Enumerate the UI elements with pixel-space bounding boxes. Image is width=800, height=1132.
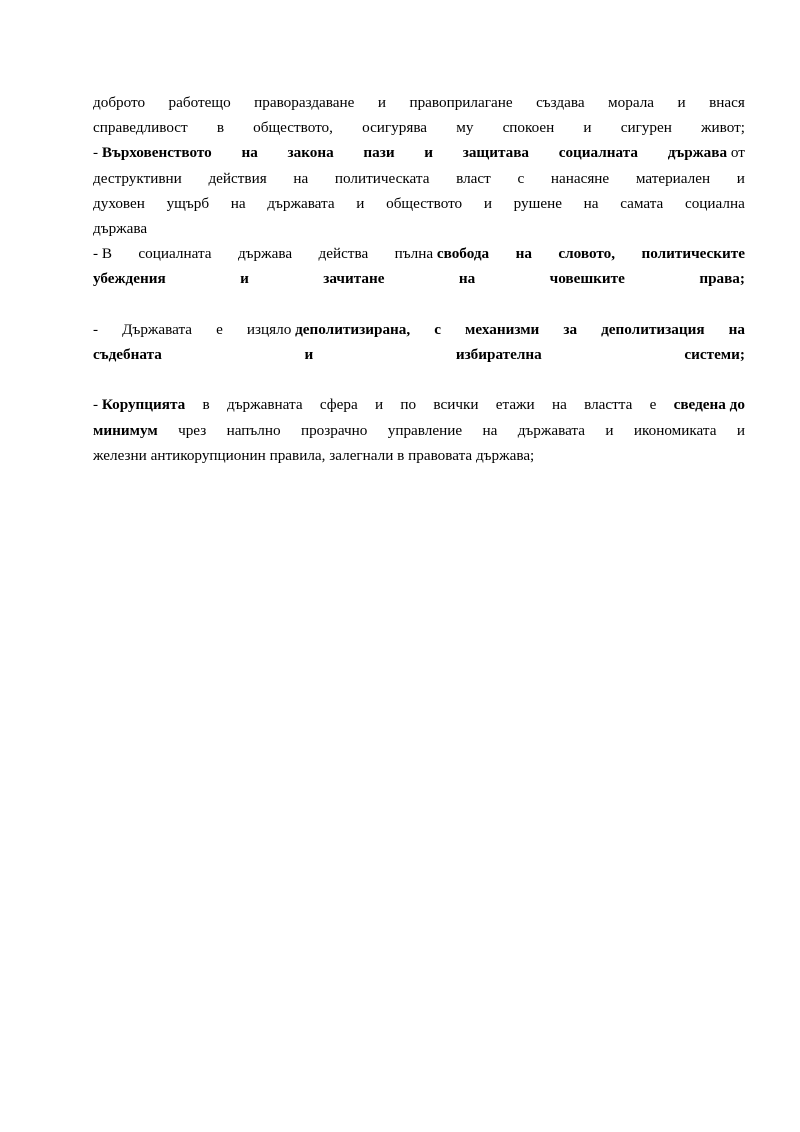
word: властта <box>584 396 633 414</box>
word: нанасяне <box>550 169 610 187</box>
word: Държавата <box>122 320 193 338</box>
word: - В <box>93 245 112 263</box>
word: изцяло <box>246 320 292 338</box>
text-line <box>93 241 745 266</box>
word: и <box>677 94 686 111</box>
word: и <box>483 194 492 212</box>
text-line <box>93 392 745 417</box>
word: на <box>293 169 309 187</box>
word: и <box>424 144 434 162</box>
word: и <box>736 169 745 187</box>
word: икономиката <box>633 421 717 439</box>
word: живот; <box>701 119 745 137</box>
word: деполитизирана, <box>295 320 411 338</box>
text-line <box>93 140 745 165</box>
word: по <box>400 396 417 414</box>
paragraph-1 <box>93 90 745 292</box>
word: напълно <box>226 421 281 439</box>
word: и <box>377 94 386 111</box>
word: сведена до <box>673 396 745 414</box>
word: на <box>583 194 599 212</box>
word: ущърб <box>166 194 210 212</box>
word: Върховенството <box>101 144 212 162</box>
word: справедливост <box>93 119 188 137</box>
word: Корупцията <box>101 396 186 414</box>
word: закона <box>287 144 334 162</box>
word: - <box>93 396 99 414</box>
word: социална <box>684 194 745 212</box>
word: рушене <box>513 194 562 212</box>
word: политическите <box>641 245 745 263</box>
word: и <box>240 270 249 288</box>
word: убеждения <box>93 270 166 288</box>
text-line <box>93 166 745 191</box>
word: пълна <box>394 245 434 263</box>
word: духовен <box>93 194 145 212</box>
word: и <box>583 119 592 137</box>
word: морала <box>608 94 655 111</box>
word: с <box>434 320 441 338</box>
word: деструктивни <box>93 169 182 187</box>
word: всички <box>433 396 479 414</box>
word: - <box>93 320 99 338</box>
word: самата <box>620 194 664 212</box>
word: с <box>517 169 525 187</box>
word: зачитане <box>323 270 385 288</box>
word: и <box>736 421 745 439</box>
text-line <box>93 342 745 367</box>
word: доброто <box>93 94 146 111</box>
word: социалната <box>138 245 212 263</box>
text-line <box>93 191 745 216</box>
text-line <box>93 90 745 115</box>
word: е <box>216 320 223 338</box>
word: спокоен <box>502 119 555 137</box>
word: действия <box>208 169 267 187</box>
word: на <box>482 421 498 439</box>
word: деполитизация <box>601 320 705 338</box>
word: съдебната <box>93 346 162 364</box>
text-line: железни антикорупционин правила, залегнали в правовата държава; <box>93 446 535 464</box>
paragraph-3 <box>93 392 745 468</box>
word: на <box>458 270 476 288</box>
word <box>668 140 745 165</box>
word: внася <box>709 94 745 111</box>
document-text-body <box>93 90 745 468</box>
word: - <box>93 144 99 162</box>
word: на <box>728 320 745 338</box>
word: и <box>356 194 365 212</box>
text-line <box>93 266 745 291</box>
word: държава <box>237 245 293 263</box>
word: държавната <box>226 396 303 414</box>
word: от <box>730 144 745 162</box>
word: права; <box>699 270 745 288</box>
word: за <box>563 320 578 338</box>
word-dash-bold <box>93 392 185 417</box>
word: на <box>230 194 246 212</box>
word: материален <box>635 169 711 187</box>
word: системи; <box>684 346 745 364</box>
word: обществото <box>386 194 463 212</box>
word: пази <box>363 144 395 162</box>
word: държава <box>667 144 728 162</box>
word: държавата <box>267 194 335 212</box>
text-line: държава <box>93 220 148 238</box>
word: чрез <box>178 421 207 439</box>
word: обществото, <box>253 119 333 137</box>
word-mixed <box>247 317 410 342</box>
paragraph-spacer <box>93 292 745 317</box>
word: власт <box>456 169 491 187</box>
word: и <box>374 396 384 414</box>
word: работещо <box>168 94 231 111</box>
word: на <box>551 396 567 414</box>
word: сфера <box>319 396 358 414</box>
paragraph-2 <box>93 317 745 367</box>
word: управление <box>387 421 463 439</box>
word: на <box>241 144 258 162</box>
word: създава <box>536 94 585 111</box>
word: словото, <box>558 245 615 263</box>
word: механизми <box>465 320 540 338</box>
word: правоприлагане <box>409 94 513 111</box>
word: в <box>202 396 210 414</box>
text-line <box>93 115 745 140</box>
word: прозрачно <box>300 421 368 439</box>
word: е <box>649 396 657 414</box>
word: етажи <box>495 396 535 414</box>
word: действа <box>318 245 369 263</box>
word: сигурен <box>620 119 672 137</box>
word-mixed <box>395 241 490 266</box>
word: на <box>515 245 532 263</box>
word: политическата <box>334 169 430 187</box>
paragraph-spacer <box>93 367 745 392</box>
word: правораздаване <box>254 94 355 111</box>
word: и <box>605 421 614 439</box>
word: защитава <box>462 144 530 162</box>
word: избирателна <box>455 346 542 364</box>
word: държавата <box>517 421 585 439</box>
word: човешките <box>549 270 625 288</box>
word: свобода <box>436 245 490 263</box>
word-dash-bold <box>93 140 212 165</box>
word: и <box>304 346 314 364</box>
word: социалната <box>558 144 638 162</box>
text-line <box>93 418 745 443</box>
text-line <box>93 317 745 342</box>
word: осигурява <box>362 119 428 137</box>
word: в <box>216 119 224 137</box>
word: му <box>456 119 474 137</box>
word: минимум <box>93 421 158 439</box>
